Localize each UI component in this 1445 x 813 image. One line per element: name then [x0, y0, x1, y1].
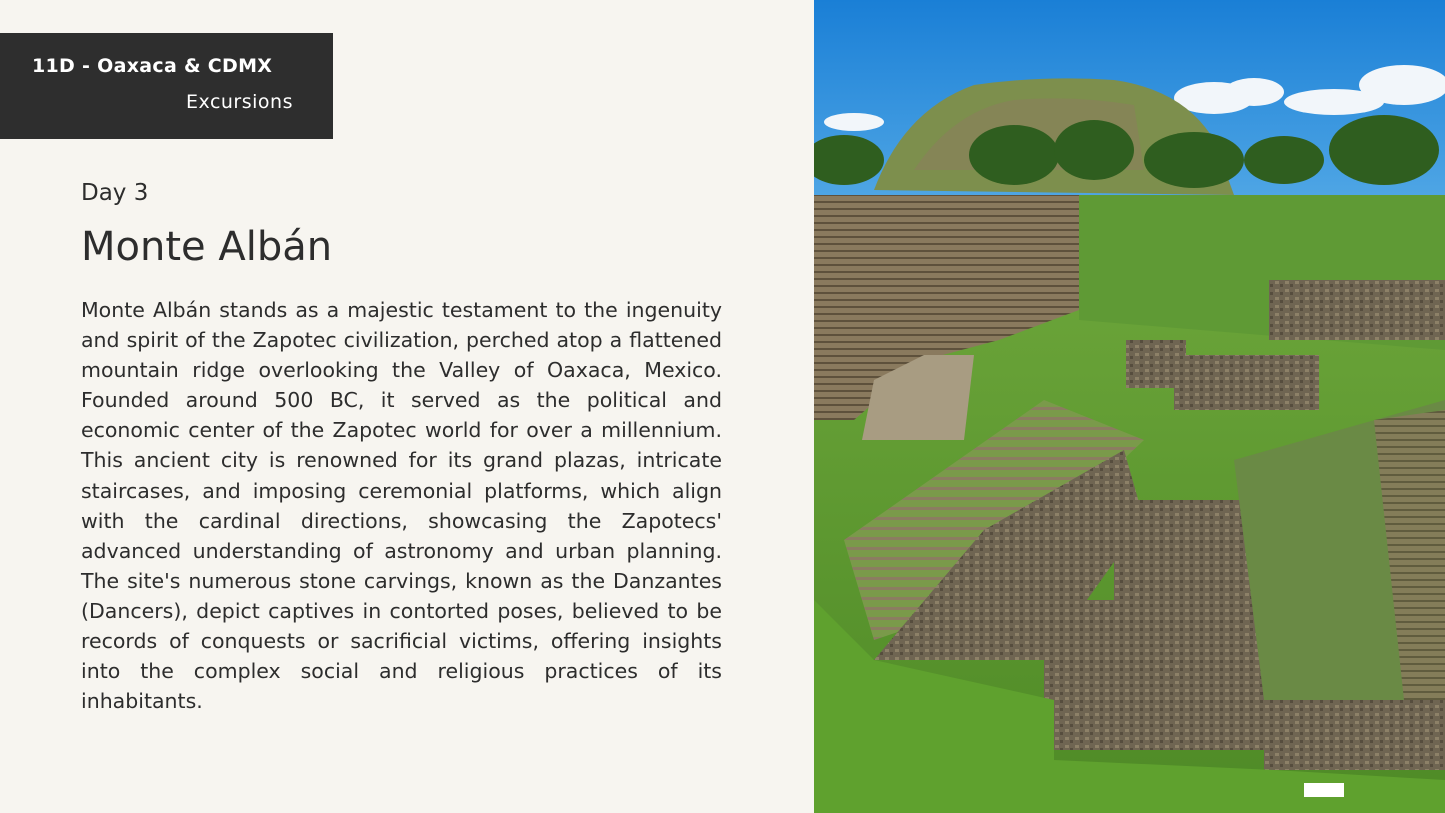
- page-title: Monte Albán: [81, 224, 333, 270]
- day-label: Day 3: [81, 180, 149, 206]
- description-text: Monte Albán stands as a majestic testament to the ingenuity and spirit of the Zapotec civilization, perched atop a flattened mountain ridge overlooking the Valley of Oaxaca, Mexico. Founded around 500 BC, it served as the political and economic center of the Zapotec world for over a millennium. This ancient city is renowned for its grand plazas, intricate staircases, and imposing ceremonial platforms, which align with the cardinal directions, showcasing the Zapotecs' advanced understanding of astronomy and urban planning. The site's numerous stone carvings, known as the Danzantes (Dancers), depict captives in contorted poses, believed to be records of conquests or sacrificial victims, offering insights into the complex social and religious practices of its inhabitants.: [81, 298, 722, 714]
- trip-title: 11D - Oaxaca & CDMX: [32, 55, 273, 77]
- monte-alban-photo: [814, 0, 1445, 813]
- section-subtitle: Excursions: [186, 91, 293, 113]
- header-box: [0, 33, 333, 139]
